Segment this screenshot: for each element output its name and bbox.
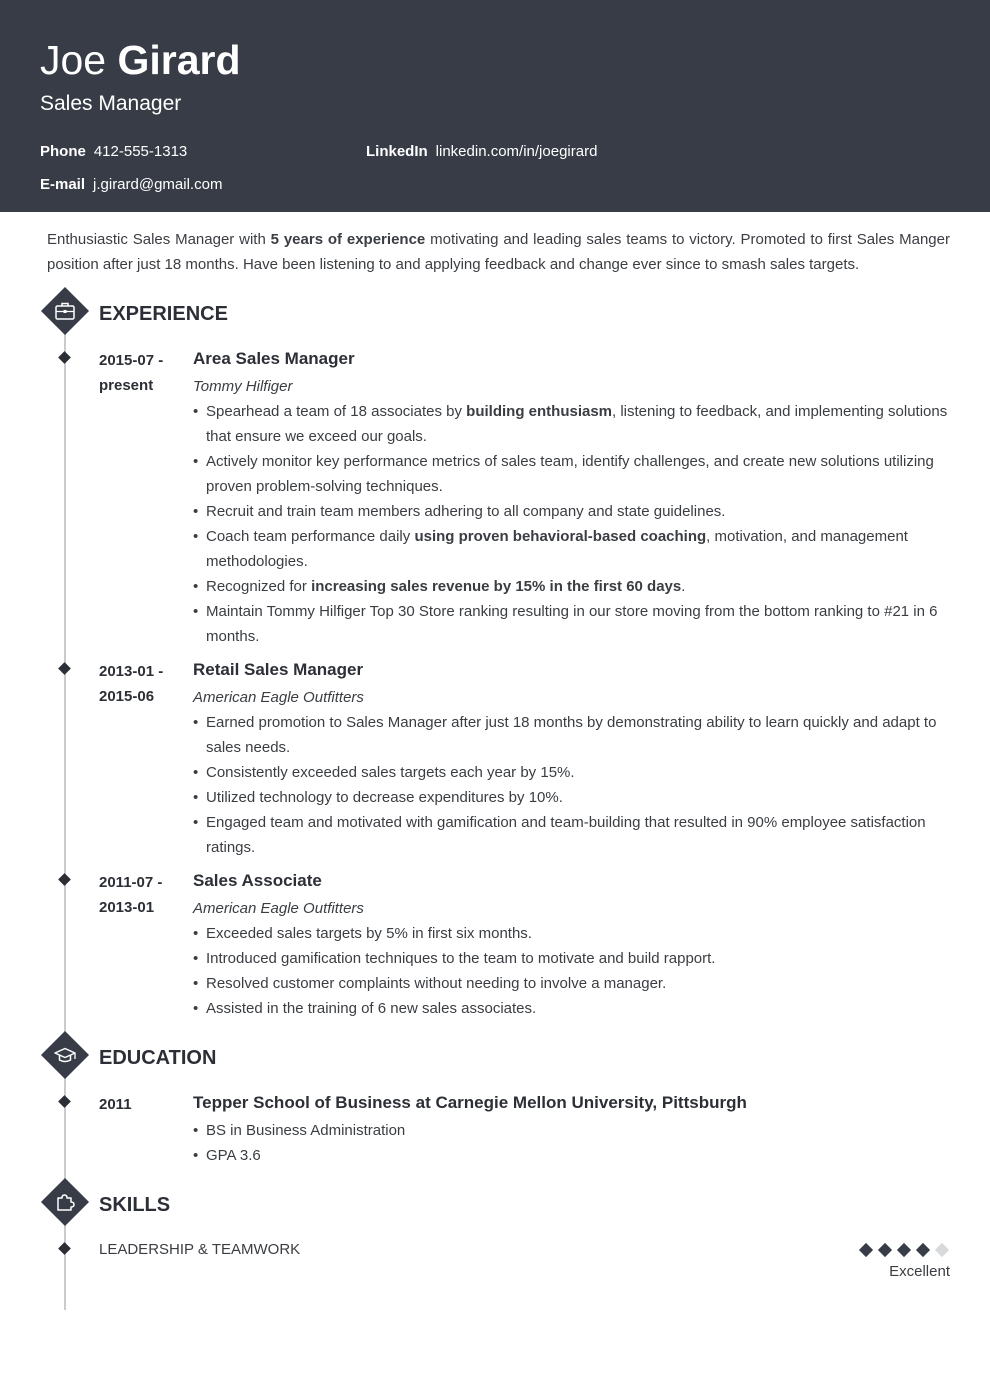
first-name: Joe [40, 37, 107, 83]
briefcase-icon [52, 298, 78, 324]
timeline-marker [58, 662, 71, 675]
list-item: • Spearhead a team of 18 associates by building enthusiasm, listening to feedback, and implementing solutions that ensure we exceed our goals. [193, 399, 953, 449]
list-item: • Actively monitor key performance metrics of sales team, identify challenges, and create new solutions utilizing proven problem-solving techniques. [193, 449, 953, 499]
date-end: 2013-01 [99, 899, 155, 916]
company-name: American Eagle Outfitters [193, 689, 364, 706]
rating-diamond-filled [878, 1243, 892, 1257]
date-start: 2011-07 - [99, 874, 163, 891]
list-item: • Coach team performance daily using proven behavioral-based coaching, motivation, and management methodologies. [193, 524, 953, 574]
timeline-marker [58, 1242, 71, 1255]
timeline-marker [58, 351, 71, 364]
job-title: Sales Associate [193, 871, 322, 890]
list-item: • GPA 3.6 [193, 1143, 953, 1168]
graduation-year: 2011 [99, 1096, 132, 1113]
rating-diamond-filled [897, 1243, 911, 1257]
job-title: Retail Sales Manager [193, 660, 364, 679]
rating-diamond-filled [916, 1243, 930, 1257]
list-item: • Resolved customer complaints without needing to involve a manager. [193, 971, 953, 996]
list-item: • Utilized technology to decrease expenditures by 10%. [193, 785, 953, 810]
date-end: present [99, 377, 154, 394]
job-dates [99, 870, 179, 920]
job-headline: Sales Manager [40, 92, 182, 115]
list-item: • Engaged team and motivated with gamification and team-building that resulted in 90% employee satisfaction ratings. [193, 810, 953, 860]
rating-diamond-empty [935, 1243, 949, 1257]
resume-header [0, 0, 990, 212]
email-link[interactable]: j.girard@gmail.com [93, 176, 223, 193]
contact-email [40, 175, 222, 195]
education-heading: EDUCATION [99, 1047, 217, 1069]
company-name: Tommy Hilfiger [193, 378, 293, 395]
contact-phone [40, 142, 187, 162]
job-dates [99, 348, 179, 398]
experience-heading: EXPERIENCE [99, 303, 228, 325]
timeline-marker [58, 873, 71, 886]
experience-timeline-line [64, 330, 66, 1035]
linkedin-label: LinkedIn [366, 143, 428, 160]
education-year [99, 1092, 179, 1117]
list-item: • Assisted in the training of 6 new sales associates. [193, 996, 953, 1021]
education-timeline-line [64, 1075, 66, 1187]
list-item: • Recruit and train team members adhering to all company and state guidelines. [193, 499, 953, 524]
list-item: • Consistently exceeded sales targets each year by 15%. [193, 760, 953, 785]
contact-linkedin [366, 142, 597, 162]
skill-rating [858, 1243, 952, 1257]
puzzle-icon [52, 1189, 78, 1215]
date-start: 2013-01 - [99, 663, 164, 680]
rating-diamond-filled [859, 1243, 873, 1257]
timeline-marker [58, 1095, 71, 1108]
last-name: Girard [117, 37, 241, 83]
job-title: Area Sales Manager [193, 349, 355, 368]
phone-label: Phone [40, 143, 86, 160]
list-item: • BS in Business Administration [193, 1118, 953, 1143]
candidate-name [40, 36, 241, 84]
job-duties [193, 921, 953, 1021]
list-item: • Recognized for increasing sales revenue by 15% in the first 60 days. [193, 574, 953, 599]
profile-summary [47, 227, 950, 277]
date-end: 2015-06 [99, 688, 155, 705]
company-name: American Eagle Outfitters [193, 900, 364, 917]
list-item: • Maintain Tommy Hilfiger Top 30 Store ranking resulting in our store moving from the bottom ranking to #21 in 6 months. [193, 599, 953, 649]
date-start: 2015-07 - [99, 352, 164, 369]
phone-value: 412-555-1313 [93, 143, 188, 160]
summary-text: Enthusiastic Sales Manager with [47, 231, 271, 248]
summary-highlight: 5 years of experience [270, 231, 426, 248]
skill-name: LEADERSHIP & TEAMWORK [99, 1241, 301, 1258]
graduation-cap-icon [52, 1042, 78, 1068]
school-name: Tepper School of Business at Carnegie Mellon University, Pittsburgh [193, 1093, 747, 1112]
list-item: • Introduced gamification techniques to the team to motivate and build rapport. [193, 946, 953, 971]
skill-level-label: Excellent [889, 1263, 950, 1280]
skills-heading: SKILLS [99, 1194, 171, 1216]
job-dates [99, 659, 179, 709]
summary-text-rest: motivating and leading sales teams to victory. Promoted to first Sales Manger position after just 18 months. Have been listening to and applying feedback and change ever since to smash sales targets. [47, 231, 950, 273]
list-item: • Exceeded sales targets by 5% in first six months. [193, 921, 953, 946]
education-details [193, 1118, 953, 1168]
list-item: • Earned promotion to Sales Manager after just 18 months by demonstrating ability to learn quickly and adapt to sales needs. [193, 710, 953, 760]
linkedin-link[interactable]: linkedin.com/in/joegirard [435, 143, 598, 160]
skills-timeline-line [64, 1222, 66, 1310]
job-duties [193, 399, 953, 649]
job-duties [193, 710, 953, 860]
email-label: E-mail [40, 176, 86, 193]
